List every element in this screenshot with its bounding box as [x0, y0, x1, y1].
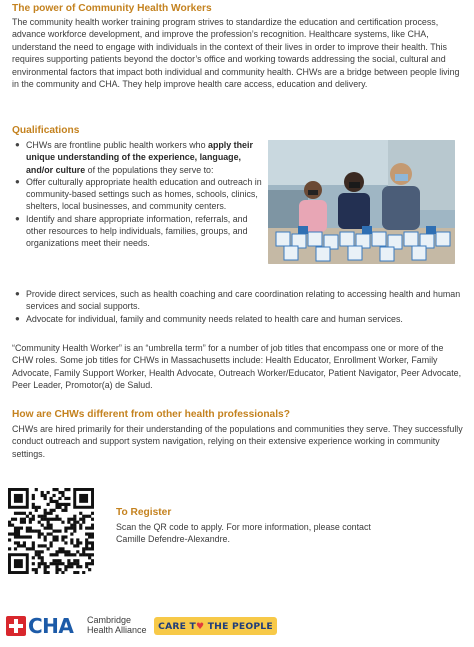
qualification-item: ● CHWs are frontline public health workers who apply their unique understanding of the experience, language, and/or culture of the populations they serve to: [15, 140, 253, 175]
qr-code-graphic [8, 488, 94, 574]
section-title-qualifications: Qualifications [12, 125, 80, 136]
section-title-different: How are CHWs different from other health professionals? [12, 409, 290, 420]
section-body-different: CHWs are hired primarily for their understanding of the populations and communities they serve. They successfully conduct outreach and support system navigation, relying on their extensive experience working in community settings. [12, 424, 463, 459]
bullet-icon: ● [15, 140, 20, 149]
section-title-register: To Register [116, 507, 172, 518]
section-body-power: The community health worker training program strives to standardize the education and certification process, advance workforce development, and improve the profession’s recognition. Healthcare systems, like CHA, understand the need to engage with individuals in the context of their lives in order to improve their health. This requires supporting patients beyond the doctor’s office and working towards addressing the social, cultural and environmental factors that impact both individual and community health. CHWs are a bridge between people living in the community and CHA. They help improve health care access, education and delivery. [12, 17, 460, 90]
bullet-icon: ● [15, 313, 20, 323]
qualification-item: ● Advocate for individual, family and community needs related to health care and human services. [15, 313, 403, 324]
cha-logo [6, 613, 147, 639]
qualification-item: ● Offer culturally appropriate health education and outreach in community-based settings such as homes, schools, clinics, shelters, local businesses, and community centers. [15, 176, 262, 212]
qualification-item: ● Provide direct services, such as health coaching and care coordination relating to accessing health and human services and social supports. [15, 289, 461, 312]
cha-name-line2: Health Alliance [87, 625, 147, 635]
care-to-the-people-logo [154, 617, 277, 635]
bullet-icon: ● [15, 289, 20, 298]
cha-name-line1: Cambridge [87, 615, 132, 625]
bullet-icon: ● [15, 176, 20, 186]
heart-icon: ♥ [196, 621, 205, 632]
qualifications-list-bottom [12, 288, 467, 325]
qualification-item: ● Identify and share appropriate information, referrals, and other resources to help individuals, families, groups, and organizations meet their needs. [15, 213, 248, 249]
photo-illustration [268, 140, 455, 264]
qr-code[interactable] [8, 488, 94, 574]
cha-letters: CHA [28, 614, 74, 638]
community-workers-photo [268, 140, 455, 264]
cha-cross-icon [6, 616, 26, 636]
qualifications-list-top [12, 139, 262, 250]
section-body-register: Scan the QR code to apply. For more information, please contact Camille Defendre-Alexandre. [116, 522, 371, 545]
bullet-icon: ● [15, 213, 20, 223]
section-title-power: The power of Community Health Workers [12, 3, 212, 14]
care-logo-text: CARE T♥ THE PEOPLE [158, 620, 273, 632]
umbrella-term-paragraph: “Community Health Worker” is an “umbrella term” for a number of job titles that encompass one or more of the CHW roles. Some job titles for CHWs in Massachusetts include: Health Educator, Enrollment Worker, Family Advocate, Family Support Worker, Health Advocate, Outreach Worker/Educator, Patient Navigator, Peer Advocate, Peer Leader, Promotor(a) de Salud. [12, 343, 462, 391]
